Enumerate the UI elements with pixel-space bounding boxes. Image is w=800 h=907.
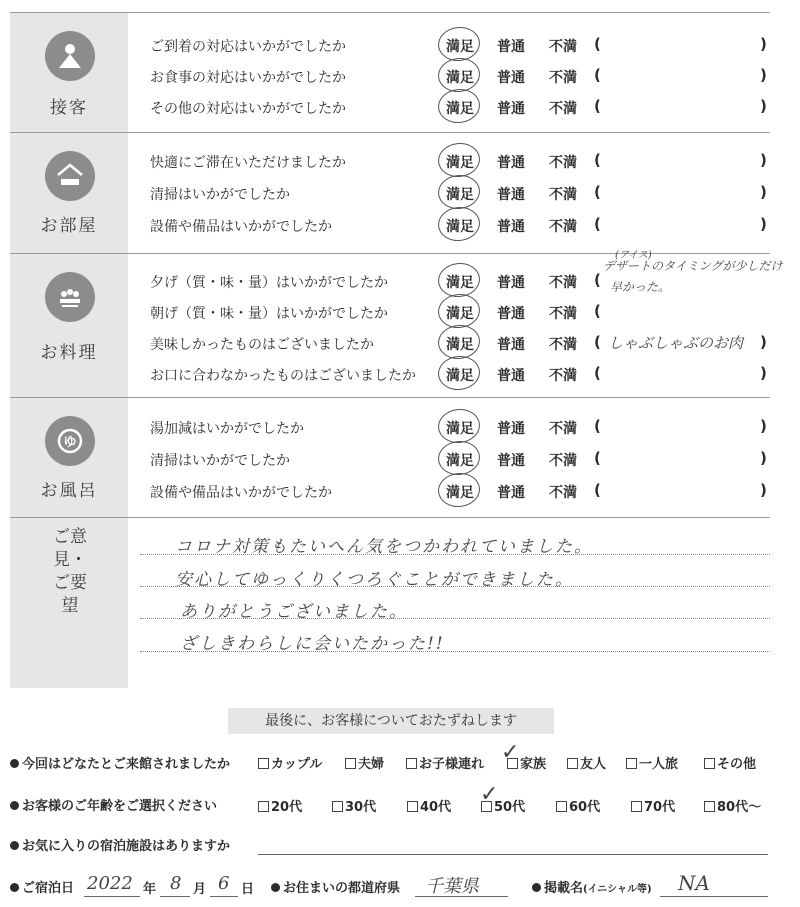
comment-close: ) xyxy=(760,151,767,169)
comment-close: ) xyxy=(760,481,767,499)
option-normal[interactable]: 普通 xyxy=(497,368,525,384)
year-value: 2022 xyxy=(87,873,133,894)
option-dissatisfied[interactable]: 不満 xyxy=(549,337,577,353)
section-label: 接客 xyxy=(50,98,88,118)
handwritten-favorite-food: しゃぶしゃぶのお肉 xyxy=(608,334,744,352)
prefecture-value: 千葉県 xyxy=(425,876,479,897)
month-unit: 月 xyxy=(193,882,207,897)
question-row xyxy=(150,362,770,386)
option-normal[interactable]: 普通 xyxy=(497,155,525,171)
room-icon xyxy=(45,151,95,201)
option-satisfied[interactable]: 満足 xyxy=(446,219,474,235)
checkbox[interactable] xyxy=(345,758,356,769)
option-normal[interactable]: 普通 xyxy=(497,70,525,86)
svg-text:ゆ: ゆ xyxy=(63,435,77,450)
option-normal[interactable]: 普通 xyxy=(497,187,525,203)
choice-20s[interactable] xyxy=(258,796,302,815)
comment-close: ) xyxy=(760,215,767,233)
label-note: (イニシャル等) xyxy=(583,884,652,895)
question-row xyxy=(150,149,770,173)
question-text: 湯加減はいかがでしたか xyxy=(150,421,304,437)
display-name-field[interactable] xyxy=(660,896,768,897)
checkbox[interactable] xyxy=(626,758,637,769)
section-bath xyxy=(10,398,770,518)
comment-close: ) xyxy=(760,449,767,467)
option-dissatisfied[interactable]: 不満 xyxy=(549,101,577,117)
favorite-inn-answer-line[interactable] xyxy=(258,854,768,855)
companion-question xyxy=(10,753,230,772)
choice-other[interactable] xyxy=(704,753,756,772)
checkbox[interactable] xyxy=(258,801,269,812)
question-row xyxy=(150,415,770,439)
comment-open: ( xyxy=(594,66,601,84)
opinion-text: ざしきわらしに会いたかった!! xyxy=(180,634,445,654)
option-dissatisfied[interactable]: 不満 xyxy=(549,306,577,322)
favorite-inn-question xyxy=(10,835,230,854)
question-row xyxy=(150,300,770,324)
question-text: 夕げ（質・味・量）はいかがでしたか xyxy=(150,275,388,291)
bullet-icon xyxy=(10,801,19,810)
month-value: 8 xyxy=(170,873,182,894)
year-unit: 年 xyxy=(143,882,157,897)
option-satisfied[interactable]: 満足 xyxy=(446,368,474,384)
option-normal[interactable]: 普通 xyxy=(497,453,525,469)
comment-close: ) xyxy=(760,66,767,84)
prefecture-label xyxy=(271,877,400,896)
option-normal[interactable]: 普通 xyxy=(497,485,525,501)
checkmark-icon: ✓ xyxy=(501,740,520,765)
final-section-title: 最後に、お客様についておたずねします xyxy=(228,708,554,734)
option-dissatisfied[interactable]: 不満 xyxy=(549,70,577,86)
dish-icon xyxy=(45,272,95,322)
choice-60s[interactable] xyxy=(556,796,600,815)
day-unit: 日 xyxy=(241,882,255,897)
option-satisfied[interactable]: 満足 xyxy=(446,337,474,353)
comment-open: ( xyxy=(594,183,601,201)
question-row xyxy=(150,95,770,119)
section-service xyxy=(10,12,770,133)
checkbox[interactable] xyxy=(556,801,567,812)
question-text: 設備や備品はいかがでしたか xyxy=(150,485,332,501)
option-dissatisfied[interactable]: 不満 xyxy=(549,39,577,55)
comment-open: ( xyxy=(594,35,601,53)
option-dissatisfied[interactable]: 不満 xyxy=(549,187,577,203)
choice-married[interactable] xyxy=(345,753,384,772)
label-text: お住まいの都道府県 xyxy=(283,881,401,896)
option-normal[interactable]: 普通 xyxy=(497,337,525,353)
checkmark-icon: ✓ xyxy=(480,782,499,807)
option-dissatisfied[interactable]: 不満 xyxy=(549,485,577,501)
month-field[interactable] xyxy=(160,896,190,897)
option-satisfied[interactable]: 満足 xyxy=(446,275,474,291)
option-satisfied[interactable]: 満足 xyxy=(446,306,474,322)
bullet-icon xyxy=(10,841,19,850)
handwritten-note-small: (アイス) xyxy=(615,250,652,261)
option-normal[interactable]: 普通 xyxy=(497,275,525,291)
opinion-text: ありがとうございました。 xyxy=(180,602,408,622)
label-text: ご宿泊日 xyxy=(22,881,75,896)
checkbox[interactable] xyxy=(332,801,343,812)
display-name-value: NA xyxy=(678,871,710,895)
option-satisfied[interactable]: 満足 xyxy=(446,453,474,469)
choice-couple[interactable] xyxy=(258,753,322,772)
question-text: 快適にご滞在いただけましたか xyxy=(150,155,346,171)
option-satisfied[interactable]: 満足 xyxy=(446,187,474,203)
bullet-icon xyxy=(10,883,19,892)
option-dissatisfied[interactable]: 不満 xyxy=(549,219,577,235)
comment-open: ( xyxy=(594,97,601,115)
question-row xyxy=(150,213,770,237)
comment-close: ) xyxy=(760,183,767,201)
option-normal[interactable]: 普通 xyxy=(497,421,525,437)
choice-solo[interactable] xyxy=(626,753,678,772)
choice-label: 友人 xyxy=(580,757,607,772)
question-text: 設備や備品はいかがでしたか xyxy=(150,219,332,235)
choice-label: 家族 xyxy=(520,757,547,772)
option-dissatisfied[interactable]: 不満 xyxy=(549,368,577,384)
choice-label: カップル xyxy=(271,757,323,772)
question-row xyxy=(150,181,770,205)
opinion-text: 安心してゆっくりくつろぐことができました。 xyxy=(175,570,574,590)
choice-label: 一人旅 xyxy=(639,757,679,772)
comment-open: ( xyxy=(594,481,601,499)
question-row xyxy=(150,447,770,471)
handwritten-dinner-note: デザートのタイミングが少しだけ xyxy=(603,259,783,273)
question-text: 清掃はいかがでしたか xyxy=(150,187,290,203)
choice-label: お子様連れ xyxy=(419,757,485,772)
question-text: 今回はどなたとご来館されましたか xyxy=(22,757,231,772)
question-row xyxy=(150,33,770,57)
comment-open: ( xyxy=(594,417,601,435)
option-dissatisfied[interactable]: 不満 xyxy=(549,155,577,171)
section-label: お風呂 xyxy=(40,481,98,501)
option-satisfied[interactable]: 満足 xyxy=(446,101,474,117)
question-text: お口に合わなかったものはございましたか xyxy=(150,368,416,384)
comment-open: ( xyxy=(594,151,601,169)
bath-icon xyxy=(45,416,95,466)
choice-label: 50代 xyxy=(494,800,526,815)
person-icon xyxy=(45,31,95,81)
year-field[interactable] xyxy=(84,896,140,897)
option-normal[interactable]: 普通 xyxy=(497,39,525,55)
comment-close: ) xyxy=(760,417,767,435)
choice-label: 40代 xyxy=(420,800,452,815)
checkbox[interactable] xyxy=(407,801,418,812)
question-row xyxy=(150,479,770,503)
option-satisfied[interactable]: 満足 xyxy=(446,155,474,171)
choice-label: 60代 xyxy=(569,800,601,815)
choice-friend[interactable] xyxy=(567,753,606,772)
choice-80s-plus[interactable] xyxy=(704,796,761,815)
opinion-title: ご意見・ご要望 xyxy=(53,527,87,616)
section-label: お料理 xyxy=(40,343,98,363)
choice-label: 30代 xyxy=(345,800,377,815)
question-text: その他の対応はいかがでしたか xyxy=(150,101,346,117)
stay-date-label xyxy=(10,877,74,896)
option-satisfied[interactable]: 満足 xyxy=(446,39,474,55)
choice-40s[interactable] xyxy=(407,796,451,815)
choice-label: 70代 xyxy=(644,800,676,815)
question-text: 朝げ（質・味・量）はいかがでしたか xyxy=(150,306,388,322)
option-normal[interactable]: 普通 xyxy=(497,219,525,235)
bullet-icon xyxy=(271,883,280,892)
age-question xyxy=(10,795,217,814)
question-text: お気に入りの宿泊施設はありますか xyxy=(22,839,231,854)
comment-close: ) xyxy=(760,364,767,382)
option-satisfied[interactable]: 満足 xyxy=(446,70,474,86)
comment-open: ( xyxy=(594,271,601,289)
choice-label: 80代〜 xyxy=(717,800,762,815)
question-text: お客様のご年齢をご選択ください xyxy=(22,799,218,814)
handwritten-dinner-note: 早かった。 xyxy=(610,280,671,294)
question-text: お食事の対応はいかがでしたか xyxy=(150,70,346,86)
option-satisfied[interactable]: 満足 xyxy=(446,421,474,437)
day-field[interactable] xyxy=(210,896,238,897)
label-text: 掲載名 xyxy=(544,881,584,896)
checkbox[interactable] xyxy=(567,758,578,769)
checkbox[interactable] xyxy=(406,758,417,769)
option-normal[interactable]: 普通 xyxy=(497,101,525,117)
section-food xyxy=(10,250,783,398)
choice-label: その他 xyxy=(717,757,757,772)
choice-30s[interactable] xyxy=(332,796,376,815)
option-normal[interactable]: 普通 xyxy=(497,306,525,322)
comment-open: ( xyxy=(594,302,601,320)
bullet-icon xyxy=(10,759,19,768)
opinion-side-panel xyxy=(10,518,128,688)
choice-70s[interactable] xyxy=(631,796,675,815)
option-satisfied[interactable]: 満足 xyxy=(446,485,474,501)
option-dissatisfied[interactable]: 不満 xyxy=(549,421,577,437)
comment-close: ) xyxy=(760,97,767,115)
comment-open: ( xyxy=(594,215,601,233)
comment-close: ) xyxy=(760,35,767,53)
comment-open: ( xyxy=(594,449,601,467)
question-text: 美味しかったものはございましたか xyxy=(150,337,374,353)
option-dissatisfied[interactable]: 不満 xyxy=(549,275,577,291)
bullet-icon xyxy=(532,883,541,892)
comment-open: ( xyxy=(594,333,601,351)
section-room xyxy=(10,133,770,254)
opinion-block xyxy=(10,518,770,688)
choice-with-children[interactable] xyxy=(406,753,484,772)
checkbox[interactable] xyxy=(704,758,715,769)
question-row xyxy=(150,64,770,88)
comment-open: ( xyxy=(594,364,601,382)
day-value: 6 xyxy=(218,873,230,894)
option-dissatisfied[interactable]: 不満 xyxy=(549,453,577,469)
choice-label: 20代 xyxy=(271,800,303,815)
question-text: 清掃はいかがでしたか xyxy=(150,453,290,469)
checkbox[interactable] xyxy=(258,758,269,769)
question-text: ご到着の対応はいかがでしたか xyxy=(150,39,346,55)
section-label: お部屋 xyxy=(40,216,98,236)
opinion-text: コロナ対策もたいへん気をつかわれていました。 xyxy=(175,537,593,557)
choice-label: 夫婦 xyxy=(358,757,385,772)
checkbox[interactable] xyxy=(704,801,715,812)
checkbox[interactable] xyxy=(631,801,642,812)
comment-close: ) xyxy=(760,333,767,351)
display-name-label xyxy=(532,877,652,896)
